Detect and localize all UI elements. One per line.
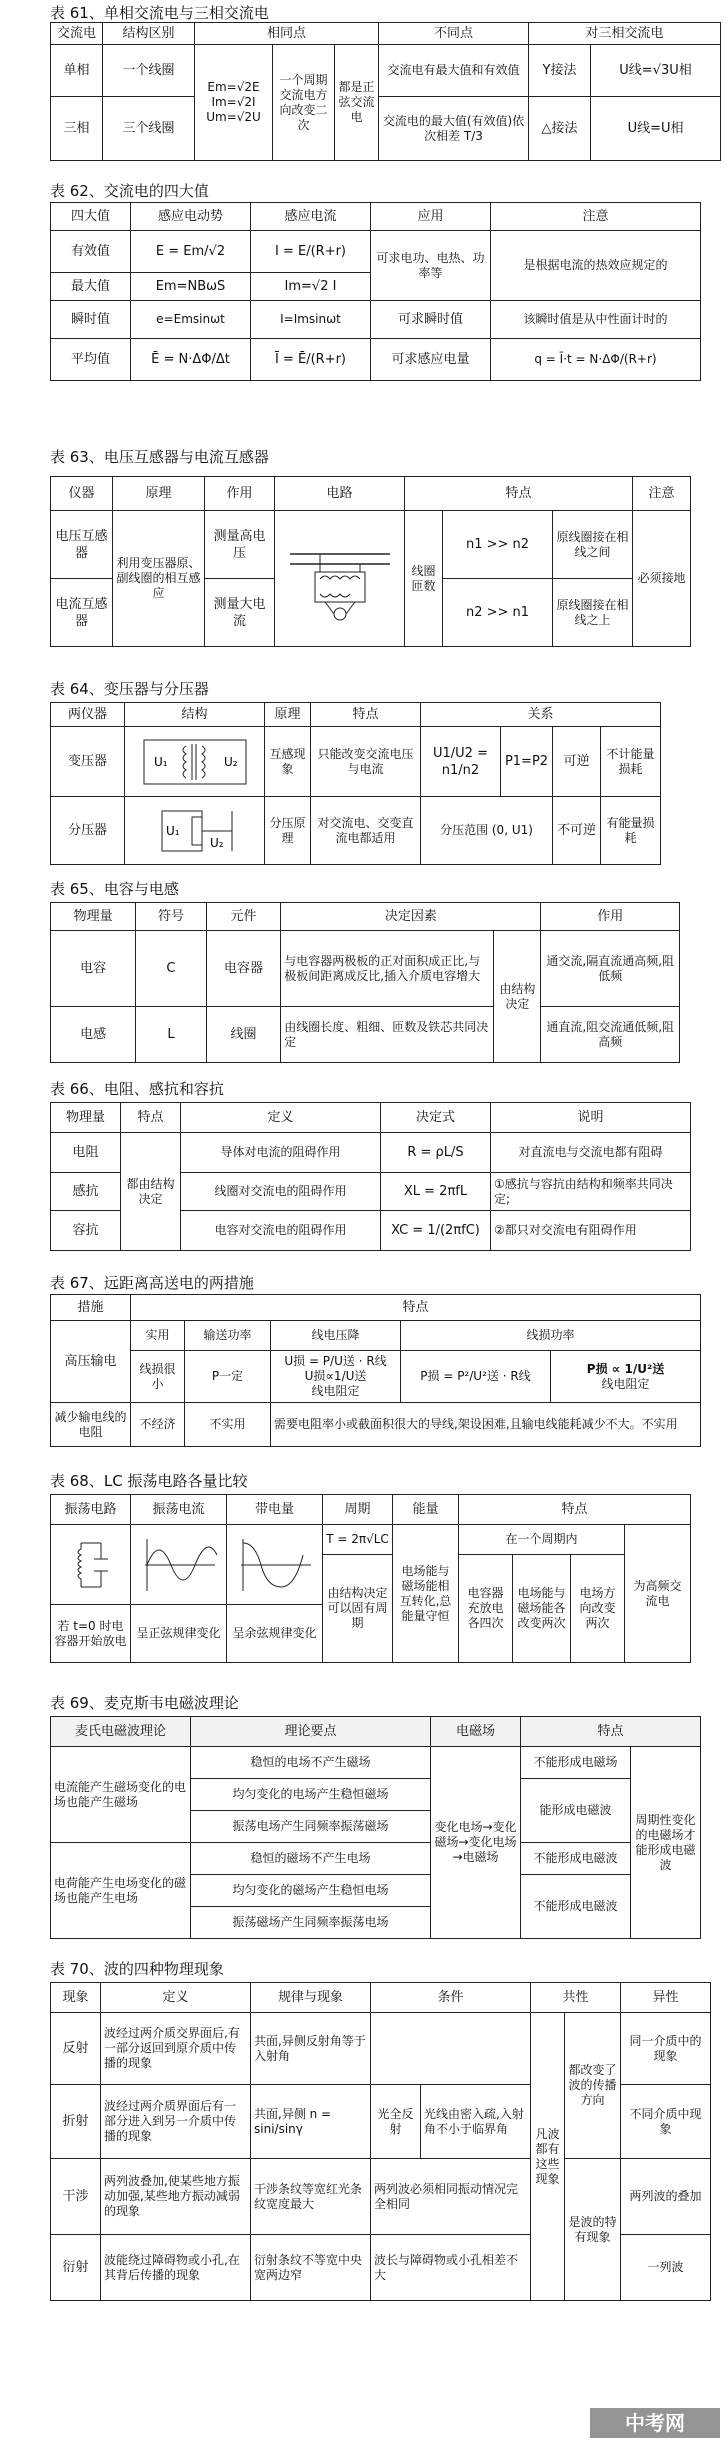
cell: 对直流电与交流电都有阻碍	[491, 1133, 691, 1173]
formula-text: 线电阻定	[311, 1384, 360, 1398]
header-cell: 异性	[621, 1983, 711, 2013]
cell: 原线圈接在相线之间	[553, 511, 633, 579]
graph-cell	[131, 1525, 227, 1605]
cell: 与电容器两极板的正对面积成正比,与极板间距离成反比,插入介质电容增大	[281, 931, 494, 1007]
cell: C	[136, 931, 206, 1007]
cell: 不能形成电磁波	[521, 1875, 631, 1939]
svg-text:U₂: U₂	[209, 836, 224, 850]
header-cell: 电路	[275, 477, 405, 511]
row-label: 反射	[51, 2013, 101, 2085]
lc-circuit-icon	[61, 1535, 121, 1595]
header-cell: 特点	[521, 1717, 701, 1747]
sub-header: 输送功率	[185, 1321, 271, 1351]
cell: 光全反射	[371, 2085, 421, 2159]
table-title: 表 65、电容与电感	[50, 880, 179, 898]
header-cell: 物理量	[51, 1103, 121, 1133]
header-cell: 措施	[51, 1295, 131, 1321]
cell: 能形成电磁波	[521, 1779, 631, 1843]
cell: 交流电有最大值和有效值	[379, 45, 529, 97]
row-label: 有效值	[51, 231, 131, 273]
formula-cell: Im=√2 I	[251, 273, 371, 301]
cell: 互感现象	[265, 727, 311, 797]
section-70	[0, 1956, 726, 2442]
formula-cell: Ē = N·ΔΦ/Δt	[131, 339, 251, 381]
cell: 线圈匝数	[405, 511, 443, 647]
cell: 该瞬时值是从中性面计时的	[491, 301, 701, 339]
cell: 电容对交流电的阻碍作用	[181, 1211, 381, 1251]
formula-text: U损 = P/U送 · R线	[284, 1354, 387, 1368]
transformer-icon	[140, 734, 250, 789]
cell: 由线圈长度、粗细、匝数及铁芯共同决定	[281, 1007, 494, 1063]
row-label: 电流互感器	[51, 579, 113, 647]
cell: ①感抗与容抗由结构和频率共同决定;	[491, 1173, 691, 1211]
header-cell: 特点	[131, 1295, 701, 1321]
cell: n1 >> n2	[443, 511, 553, 579]
table-title: 表 61、单相交流电与三相交流电	[50, 4, 269, 22]
header-cell: 能量	[393, 1495, 459, 1525]
header-cell: 不同点	[379, 23, 529, 45]
cell: 稳恒的磁场不产生电场	[191, 1843, 431, 1875]
table-title: 表 66、电阻、感抗和容抗	[50, 1080, 224, 1098]
formula-text: P损 ∝ 1/U²送	[586, 1361, 665, 1376]
cell: 两列波必须相同振动情况完全相同	[371, 2159, 531, 2235]
circuit-cell	[51, 1525, 131, 1605]
cell: 不可逆	[553, 797, 601, 865]
structure-cell	[125, 797, 265, 865]
table-64	[50, 702, 661, 865]
cell: 对交流电、交变直流电都适用	[311, 797, 421, 865]
cell: 周期性变化的电磁场才能形成电磁波	[631, 1747, 701, 1939]
row-label: 电容	[51, 931, 136, 1007]
row-label: 容抗	[51, 1211, 121, 1251]
header-cell: 原理	[113, 477, 205, 511]
table-title: 表 63、电压互感器与电流互感器	[50, 448, 269, 466]
formula-cell: P损 = P²/U²送 · R线	[401, 1351, 551, 1403]
header-cell: 理论要点	[191, 1717, 431, 1747]
header-cell: 注意	[633, 477, 691, 511]
formula-cell: e=Emsinωt	[131, 301, 251, 339]
cell: 稳恒的电场不产生磁场	[191, 1747, 431, 1779]
formula-cell	[271, 1351, 401, 1403]
cell: 电容器充放电各四次	[459, 1555, 513, 1663]
graph-cell	[227, 1525, 323, 1605]
cell: 测量大电流	[205, 579, 275, 647]
cell: 是波的特有现象	[565, 2159, 621, 2301]
cell: 均匀变化的磁场产生稳恒电场	[191, 1875, 431, 1907]
cell: 不实用	[185, 1403, 271, 1447]
row-label: 平均值	[51, 339, 131, 381]
cell: 电场能与磁场能各改变两次	[513, 1555, 571, 1663]
cell: U线=√3U相	[591, 45, 721, 97]
cell: 交流电的最大值(有效值)依次相差 T/3	[379, 97, 529, 161]
cell: △接法	[529, 97, 591, 161]
row-label: 衍射	[51, 2235, 101, 2301]
formula-cell: I = E/(R+r)	[251, 231, 371, 273]
header-cell: 带电量	[227, 1495, 323, 1525]
cell: 分压范围 (0, U1)	[421, 797, 553, 865]
header-cell: 结构	[125, 703, 265, 727]
header-cell: 结构区别	[103, 23, 195, 45]
cell: 分压原理	[265, 797, 311, 865]
header-cell: 作用	[205, 477, 275, 511]
row-label: 电荷能产生电场变化的磁场也能产生电场	[51, 1843, 191, 1939]
cell: 可求电功、电热、功率等	[371, 231, 491, 301]
watermark-logo: 中考网	[590, 2408, 720, 2438]
cell: 同一介质中的现象	[621, 2013, 711, 2085]
cell: 都是正弦交流电	[335, 45, 379, 161]
cell: 波经过两介质交界面后,有一部分返回到原介质中传播的现象	[101, 2013, 251, 2085]
table-61	[50, 22, 721, 161]
formula-cell: Em=NBωS	[131, 273, 251, 301]
header-cell: 共性	[531, 1983, 621, 2013]
cell: P一定	[185, 1351, 271, 1403]
cell: 两列波的叠加	[621, 2159, 711, 2235]
table-68	[50, 1494, 691, 1663]
cosine-wave-icon	[235, 1535, 315, 1595]
cell: 线圈	[206, 1007, 281, 1063]
divider-icon	[140, 803, 250, 858]
cell: 波长与障碍物或小孔相差不大	[371, 2235, 531, 2301]
cell: 线损很小	[131, 1351, 185, 1403]
cell: Y接法	[529, 45, 591, 97]
cell: 只能改变交流电压与电流	[311, 727, 421, 797]
row-label: 电阻	[51, 1133, 121, 1173]
cell: ②都只对交流电有阻碍作用	[491, 1211, 691, 1251]
table-title: 表 69、麦克斯韦电磁波理论	[50, 1694, 239, 1712]
table-title: 表 68、LC 振荡电路各量比较	[50, 1472, 248, 1490]
formula-cell: I=Imsinωt	[251, 301, 371, 339]
cell: 两列波叠加,使某些地方振动加强,某些地方振动减弱的现象	[101, 2159, 251, 2235]
header-cell: 交流电	[51, 23, 103, 45]
formula-cell: q = Ī·t = N·ΔΦ/(R+r)	[491, 339, 701, 381]
row-label: 瞬时值	[51, 301, 131, 339]
header-cell: 现象	[51, 1983, 101, 2013]
row-label: 最大值	[51, 273, 131, 301]
table-title: 表 70、波的四种物理现象	[50, 1960, 224, 1978]
cell: 都由结构决定	[121, 1133, 181, 1251]
header-cell: 定义	[101, 1983, 251, 2013]
cell: 由结构决定	[494, 931, 541, 1063]
row-label: 折射	[51, 2085, 101, 2159]
row-label: 电流能产生磁场变化的电场也能产生磁场	[51, 1747, 191, 1843]
cell: 原线圈接在相线之上	[553, 579, 633, 647]
formula-cell: Em=√2E Im=√2I Um=√2U	[195, 45, 273, 161]
cell	[371, 2013, 531, 2085]
formula-cell: 共面,异侧 n = sini/sinγ	[251, 2085, 371, 2159]
sub-header: 实用	[131, 1321, 185, 1351]
cell: 为高频交流电	[625, 1525, 691, 1663]
svg-text:U₂: U₂	[223, 755, 238, 769]
header-cell: 应用	[371, 203, 491, 231]
cell: 一个线圈	[103, 45, 195, 97]
table-70	[50, 1982, 711, 2301]
cell: 不经济	[131, 1403, 185, 1447]
row-label: 干涉	[51, 2159, 101, 2235]
header-cell: 符号	[136, 903, 206, 931]
svg-text:U₁: U₁	[153, 755, 168, 769]
header-cell: 麦氏电磁波理论	[51, 1717, 191, 1747]
table-63	[50, 476, 691, 647]
cell: 可求感应电量	[371, 339, 491, 381]
header-cell: 决定因素	[281, 903, 541, 931]
cell: n2 >> n1	[443, 579, 553, 647]
sine-wave-icon	[139, 1535, 219, 1595]
cell: 共面,异侧反射角等于入射角	[251, 2013, 371, 2085]
cell: 通交流,隔直流通高频,阻低频	[541, 931, 680, 1007]
header-cell: 电磁场	[431, 1717, 521, 1747]
row-label: 三相	[51, 97, 103, 161]
cell: L	[136, 1007, 206, 1063]
cell: 三个线圈	[103, 97, 195, 161]
cell: 衍射条纹不等宽中央宽两边窄	[251, 2235, 371, 2301]
table-69	[50, 1716, 701, 1939]
cell: P1=P2	[501, 727, 553, 797]
cell: 通直流,阻交流通低频,阻高频	[541, 1007, 680, 1063]
cell: 可求瞬时值	[371, 301, 491, 339]
header-cell: 两仪器	[51, 703, 125, 727]
header-cell: 定义	[181, 1103, 381, 1133]
formula-cell: U1/U2 = n1/n2	[421, 727, 501, 797]
header-cell: 周期	[323, 1495, 393, 1525]
header-cell: 特点	[405, 477, 633, 511]
header-cell: 特点	[121, 1103, 181, 1133]
cell: 可逆	[553, 727, 601, 797]
header-cell: 决定式	[381, 1103, 491, 1133]
sub-header: 线电压降	[271, 1321, 401, 1351]
cell: U线=U相	[591, 97, 721, 161]
formula-cell: XL = 2πfL	[381, 1173, 491, 1211]
header-cell: 关系	[421, 703, 661, 727]
header-cell: 振荡电流	[131, 1495, 227, 1525]
svg-text:U₁: U₁	[165, 824, 180, 838]
row-label: 变压器	[51, 727, 125, 797]
header-cell: 相同点	[195, 23, 379, 45]
cell: 利用变压器原、副线圈的相互感应	[113, 511, 205, 647]
formula-text: 线电阻定	[601, 1376, 650, 1391]
cell: 电场方向改变两次	[571, 1555, 625, 1663]
structure-cell	[125, 727, 265, 797]
sub-header: 在一个周期内	[459, 1525, 625, 1555]
table-66	[50, 1102, 691, 1251]
cell: 不能形成电磁波	[521, 1843, 631, 1875]
cell: 一个周期交流电方向改变二次	[273, 45, 335, 161]
cell: 变化电场→变化磁场→变化电场→电磁场	[431, 1747, 521, 1939]
cell: 振荡磁场产生同频率振荡电场	[191, 1907, 431, 1939]
formula-cell	[551, 1351, 701, 1403]
header-cell: 条件	[371, 1983, 531, 2013]
header-cell: 特点	[311, 703, 421, 727]
cell: 电场能与磁场能相互转化,总能量守恒	[393, 1525, 459, 1663]
header-cell: 感应电动势	[131, 203, 251, 231]
row-label: 电压互感器	[51, 511, 113, 579]
cell: 凡波都有这些现象	[531, 2013, 565, 2301]
formula-cell: E = Em/√2	[131, 231, 251, 273]
header-cell: 四大值	[51, 203, 131, 231]
transformer-circuit-icon	[285, 534, 395, 624]
header-cell: 感应电流	[251, 203, 371, 231]
table-65	[50, 902, 680, 1063]
formula-cell: XC = 1/(2πfC)	[381, 1211, 491, 1251]
header-cell: 原理	[265, 703, 311, 727]
header-cell: 说明	[491, 1103, 691, 1133]
cell: 由结构决定可以固有周期	[323, 1555, 393, 1663]
cell: 导体对电流的阻碍作用	[181, 1133, 381, 1173]
row-label: 减少输电线的电阻	[51, 1403, 131, 1447]
cell: 测量高电压	[205, 511, 275, 579]
cell: 若 t=0 时电容器开始放电	[51, 1605, 131, 1663]
table-67	[50, 1294, 701, 1447]
circuit-cell	[275, 511, 405, 647]
cell: 均匀变化的电场产生稳恒磁场	[191, 1779, 431, 1811]
table-title: 表 62、交流电的四大值	[50, 182, 209, 200]
header-cell: 仪器	[51, 477, 113, 511]
formula-text: U损∝1/U送	[304, 1369, 367, 1383]
header-cell: 注意	[491, 203, 701, 231]
header-cell: 规律与现象	[251, 1983, 371, 2013]
cell: 不能形成电磁场	[521, 1747, 631, 1779]
cell: 线圈对交流电的阻碍作用	[181, 1173, 381, 1211]
cell: 呈正弦规律变化	[131, 1605, 227, 1663]
table-62	[50, 202, 701, 381]
cell: 干涉条纹等宽红光条纹宽度最大	[251, 2159, 371, 2235]
header-cell: 元件	[206, 903, 281, 931]
cell: 波能绕过障碍物或小孔,在其背后传播的现象	[101, 2235, 251, 2301]
row-label: 高压输电	[51, 1321, 131, 1403]
row-label: 单相	[51, 45, 103, 97]
cell: 呈余弦规律变化	[227, 1605, 323, 1663]
header-cell: 振荡电路	[51, 1495, 131, 1525]
cell: 振荡电场产生同频率振荡磁场	[191, 1811, 431, 1843]
cell: 一列波	[621, 2235, 711, 2301]
table-title: 表 67、远距离高送电的两措施	[50, 1274, 254, 1292]
sub-header: 线损功率	[401, 1321, 701, 1351]
formula-cell: Ī = Ē/(R+r)	[251, 339, 371, 381]
header-cell: 物理量	[51, 903, 136, 931]
cell: 都改变了波的传播方向	[565, 2013, 621, 2159]
cell: 需要电阻率小或截面积很大的导线,架设困难,且输电线能耗减少不大。不实用	[271, 1403, 701, 1447]
row-label: 电感	[51, 1007, 136, 1063]
header-cell: 作用	[541, 903, 680, 931]
cell: 不同介质中现象	[621, 2085, 711, 2159]
row-label: 感抗	[51, 1173, 121, 1211]
cell: 必须接地	[633, 511, 691, 647]
cell: 光线由密入疏,入射角不小于临界角	[421, 2085, 531, 2159]
formula-cell: R = ρL/S	[381, 1133, 491, 1173]
formula-cell: T = 2π√LC	[323, 1525, 393, 1555]
cell: 是根据电流的热效应规定的	[491, 231, 701, 301]
header-cell: 对三相交流电	[529, 23, 721, 45]
cell: 电容器	[206, 931, 281, 1007]
cell: 不计能量损耗	[601, 727, 661, 797]
header-cell: 特点	[459, 1495, 691, 1525]
cell: 波经过两介质界面后有一部分进入到另一介质中传播的现象	[101, 2085, 251, 2159]
cell: 有能量损耗	[601, 797, 661, 865]
row-label: 分压器	[51, 797, 125, 865]
table-title: 表 64、变压器与分压器	[50, 680, 209, 698]
